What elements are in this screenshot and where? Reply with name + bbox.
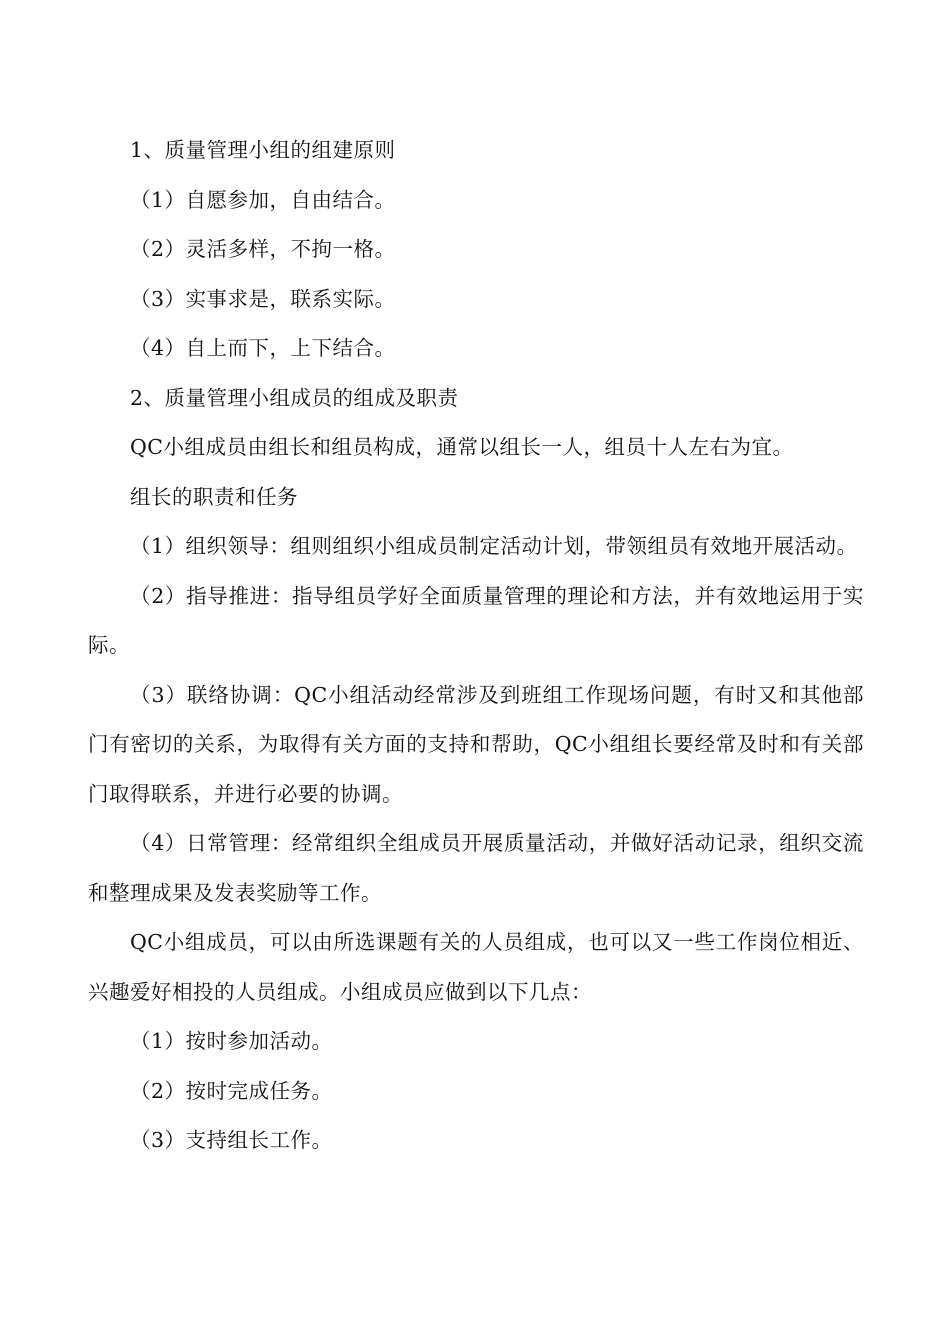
section-heading-2: 2、质量管理小组成员的组成及职责 [130,385,459,410]
leader-duty-2: （2）指导推进：指导组员学好全面质量管理的理论和方法，并有效地运用于实际。 [88,583,864,657]
principle-item-1: （1）自愿参加，自由结合。 [130,187,396,212]
leader-duty-3: （3）联络协调：QC小组活动经常涉及到班组工作现场问题，有时又和其他部门有密切的关系，为取得有关方面的支持和帮助，QC小组组长要经常及时和有关部门取得联系，并进行必要的协调。 [88,682,864,806]
member-duty-2: （2）按时完成任务。 [130,1078,333,1103]
document-body [88,126,864,1166]
leader-duties-heading: 组长的职责和任务 [130,484,298,509]
leader-duty-1: （1）组织领导：组则组织小组成员制定活动计划，带领组员有效地开展活动。 [130,534,858,558]
principle-item-2: （2）灵活多样，不拘一格。 [130,237,396,261]
leader-duty-4: （4）日常管理：经常组织全组成员开展质量活动，并做好活动记录，组织交流和整理成果及发表奖励等工作。 [88,831,864,905]
member-duty-3: （3）支持组长工作。 [130,1128,333,1152]
members-paragraph: QC小组成员，可以由所选课题有关的人员组成，也可以又一些工作岗位相近、兴趣爱好相投的人员组成。小组成员应做到以下几点： [88,930,864,1004]
composition-paragraph: QC小组成员由组长和组员构成，通常以组长一人，组员十人左右为宜。 [130,435,794,459]
section-heading-1: 1、质量管理小组的组建原则 [130,138,396,162]
member-duty-1: （1）按时参加活动。 [130,1029,333,1053]
principle-item-3: （3）实事求是，联系实际。 [130,286,396,311]
principle-item-4: （4）自上而下，上下结合。 [130,336,396,360]
